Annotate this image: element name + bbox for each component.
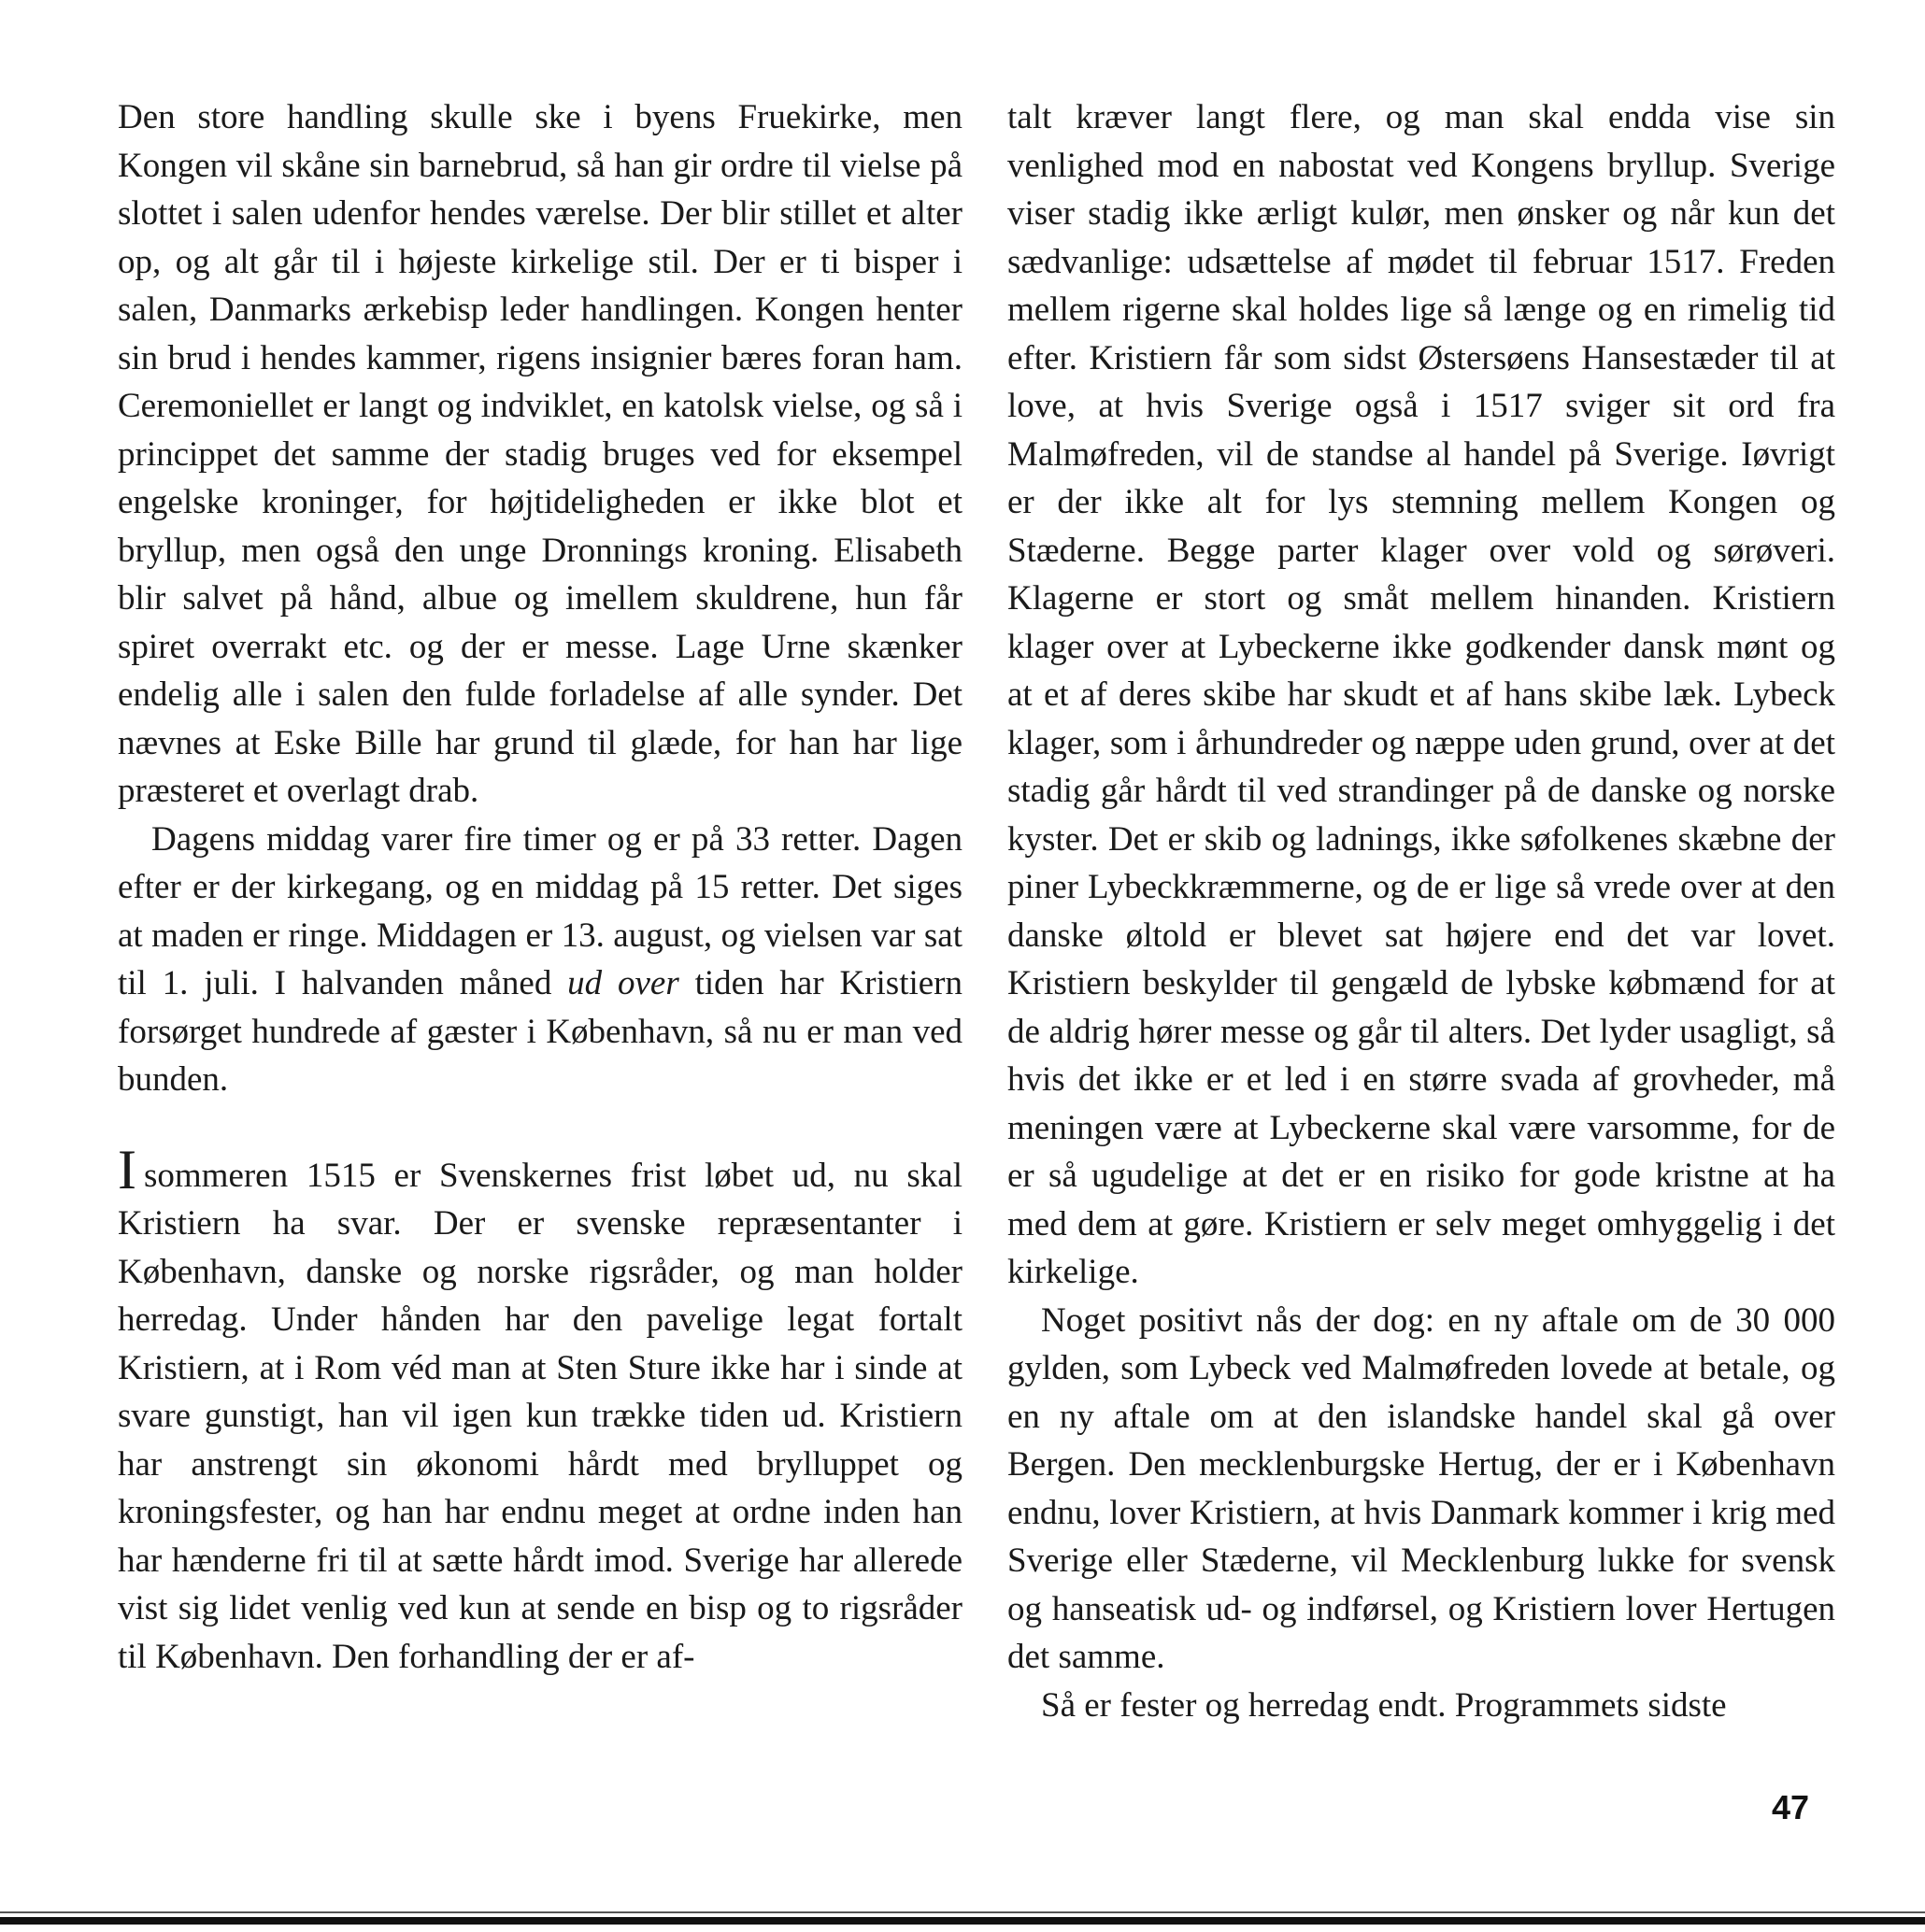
paragraph-summer-1515	[118, 1138, 962, 1682]
paragraph-wedding: Den store handling skulle ske i byens Fruekirke, men Kongen vil skåne sin barnebrud, så han gir ordre til vielse på slottet i salen udenfor hendes værelse. Der blir stillet et alter op, og alt går til i højeste kirkelige stil. Der er ti bisper i salen, Danmarks ærkebisp leder handlingen. Kongen henter sin brud i hendes kammer, rigens insignier bæres foran ham. Ceremoniellet er langt og indviklet, en katolsk vielse, og så i princippet det samme der stadig bruges ved for eksempel engelske kroninger, for højtideligheden er ikke blot et bryllup, men også den unge Dronnings kroning. Elisabeth blir salvet på hånd, albue og imellem skuldrene, hun får spiret overrakt etc. og der er messe. Lage Urne skænker endelig alle i salen den fulde forladelse af alle synder. Det nævnes at Eske Bille har grund til glæde, for han har lige præsteret et overlagt drab.	[118, 98, 962, 810]
drop-cap: I	[118, 1138, 136, 1200]
paragraph-dinner-text-a: Dagens middag varer fire timer og er på 33 retter. Dagen efter er der kirkegang, og en middag på 15 retter. Det siges at maden er ringe. Middagen er 13. august, og vielsen var sat til 1. juli. I halvanden måned	[118, 819, 962, 1002]
right-column	[1007, 93, 1835, 1729]
bottom-edge-bar	[0, 1917, 1925, 1925]
left-column	[118, 93, 962, 1681]
paragraph-negotiations: talt kræver langt flere, og man skal endda vise sin venlighed mod en nabostat ved Kongens bryllup. Sverige viser stadig ikke ærligt kulør, men ønsker og når kun det sædvanlige: udsættelse af mødet til februar 1517. Freden mellem rigerne skal holdes lige så længe og en rimelig tid efter. Kristiern får som sidst Østersøens Hansestæder til at love, at hvis Sverige også i 1517 sviger sit ord fra Malmøfreden, vil de standse al handel på Sverige. Iøvrigt er der ikke alt for lys stemning mellem Kongen og Stæderne. Begge parter klager over vold og sørøveri. Klagerne er stort og småt mellem hinanden. Kristiern klager over at Lybeckerne ikke godkender dansk mønt og at et af deres skibe har skudt et af hans skibe læk. Lybeck klager, som i århundreder og næppe uden grund, over at det stadig går hårdt til ved strandinger på de danske og norske kyster. Det er skib og ladnings, ikke søfolkenes skæbne der piner Lybeckkræmmerne, og de er lige så vrede over at den danske øltold er blevet sat højere end det var lovet. Kristiern beskylder til gengæld de lybske købmænd for at de aldrig hører messe og går til alters. Det lyder usagligt, så hvis det ikke er et led i en større svada af grovheder, må meningen være at Lybeckerne skal være varsomme, for de er så ugudelige at det er en risiko for gode kristne at ha med dem at gøre. Kristiern er selv meget omhyggelig i det kirkelige.	[1007, 98, 1835, 1291]
paragraph-dinner-text-b: tiden har Kristiern forsørget hundrede af gæster i København, så nu er man ved bunden.	[118, 964, 962, 1099]
paragraph-agreement: Noget positivt nås der dog: en ny aftale om de 30 000 gylden, som Lybeck ved Malmøfreden lovede at betale, og en ny aftale om at den islandske handel skal gå over Bergen. Den mecklenburgske Hertug, der er i København endnu, lover Kristiern, at hvis Danmark kommer i krig med Sverige eller Stæderne, vil Mecklenburg lukke for svensk og hanseatisk ud- og indførsel, og Kristiern lover Hertugen det samme.	[1007, 1300, 1835, 1676]
page-number: 47	[1771, 1788, 1809, 1826]
bottom-edge-line	[0, 1911, 1925, 1913]
paragraph-summer-1515-text: sommeren 1515 er Svenskernes frist løbet ud, nu skal Kristiern ha svar. Der er svenske repræsentanter i København, danske og norske rigsråder, og man holder herredag. Under hånden har den pavelige legat fortalt Kristiern, at i Rom véd man at Sten Sture ikke har i sinde at svare gunstigt, han vil igen kun trække tiden ud. Kristiern har anstrengt sin økonomi hårdt med brylluppet og kroningsfester, og han har endnu meget at ordne inden han har hænderne fri til at sætte hårdt imod. Sverige har allerede vist sig lidet venlig ved kun at sende en bisp og to rigsråder til København. Den forhandling der er af-	[118, 1156, 962, 1676]
paragraph-dinner-italic: ud over	[567, 964, 679, 1002]
paragraph-dinner	[118, 816, 962, 1104]
paragraph-end: Så er fester og herredag endt. Programmets sidste	[1041, 1685, 1727, 1725]
